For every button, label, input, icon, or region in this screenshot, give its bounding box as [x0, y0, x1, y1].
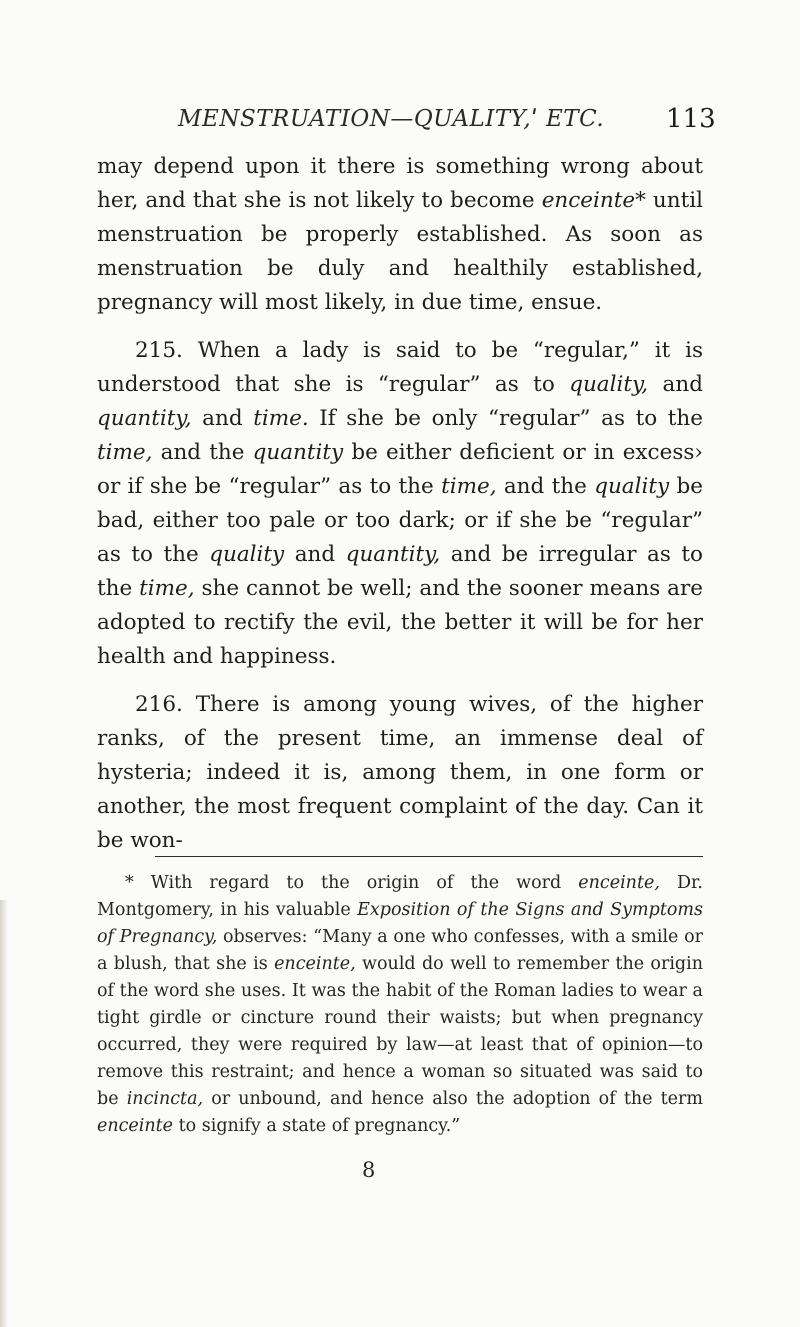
text-run: and	[648, 372, 703, 397]
text-run: 215. When a lady is said to be “regular,” it is understood that she is “regular” as to	[97, 338, 703, 397]
italic-text-run: quantity,	[97, 406, 192, 431]
body-text	[97, 150, 703, 858]
text-run: *	[635, 188, 646, 213]
paragraph-215	[97, 334, 703, 674]
text-run: Dr. Montgomery, in his valuable	[97, 873, 703, 920]
italic-text-run: time,	[97, 440, 153, 465]
italic-text-run: enceinte,	[274, 954, 356, 974]
italic-text-run: time,	[139, 576, 195, 601]
paragraph-continuation	[97, 150, 703, 320]
page-number: 113	[666, 104, 716, 134]
italic-text-run: time.	[253, 406, 309, 431]
page-header	[0, 100, 800, 140]
italic-text-run: incincta,	[126, 1089, 204, 1109]
text-run: and	[284, 542, 346, 567]
text-run: be either deficient or in excess› or if she be “regular” as to the	[97, 440, 703, 499]
italic-text-run: enceinte	[541, 188, 636, 213]
italic-text-run: enceinte	[97, 1116, 174, 1136]
italic-text-run: time,	[441, 474, 497, 499]
italic-text-run: Exposition of the Signs and Symptoms of Pregnancy,	[97, 900, 703, 947]
text-run: and	[191, 406, 254, 431]
text-run: be bad, either too pale or too dark; or if she be “regular” as to the	[97, 474, 703, 567]
italic-text-run: quality	[594, 474, 670, 499]
text-run: If she be only “regular” as to the	[308, 406, 703, 431]
text-run: and be irregular as to the	[97, 542, 703, 601]
text-run: observes: “Many a one who confesses, with a smile or a blush, that she is	[97, 927, 703, 974]
text-run: and the	[496, 474, 595, 499]
footnote-text	[97, 870, 703, 1140]
text-run: and the	[152, 440, 253, 465]
text-run: she cannot be well; and the sooner means are adopted to rectify the evil, the better it will be for her health and happiness.	[97, 576, 703, 669]
italic-text-run: quantity	[252, 440, 344, 465]
page-edge-shadow	[0, 900, 8, 1327]
italic-text-run: quality	[209, 542, 285, 567]
text-run: * With regard to the origin of the word	[125, 873, 579, 893]
text-run: to signify a state of pregnancy.”	[173, 1116, 461, 1136]
text-run: 216. There is among young wives, of the higher ranks, of the present time, an immense deal of hysteria; indeed it is, among them, in one form or another, the most frequent complaint of the day. Can it be won-	[97, 692, 703, 853]
text-run: or unbound, and hence also the adoption of the term	[203, 1089, 703, 1109]
footnote	[97, 870, 703, 1140]
text-run: would do well to remember the origin of the word she uses. It was the habit of the Roman ladies to wear a tight girdle or cincture round their waists; but when pregnancy occurred, they were required by law—at least that of opinion—to remove this restraint; and hence a woman so situated was said to be	[97, 954, 704, 1109]
text-run: until menstruation be properly established. As soon as menstruation be duly and healthily established, pregnancy will most likely, in due time, ensue.	[97, 188, 704, 315]
footnote-divider	[155, 856, 703, 857]
signature-mark: 8	[362, 1158, 376, 1182]
italic-text-run: quality,	[569, 372, 649, 397]
paragraph-216	[97, 688, 703, 858]
running-title: MENSTRUATION—QUALITY,ˈ ETC.	[178, 106, 605, 132]
italic-text-run: enceinte,	[578, 873, 660, 893]
italic-text-run: quantity,	[345, 542, 441, 567]
text-run: may depend upon it there is something wrong about her, and that she is not likely to become	[97, 154, 703, 213]
